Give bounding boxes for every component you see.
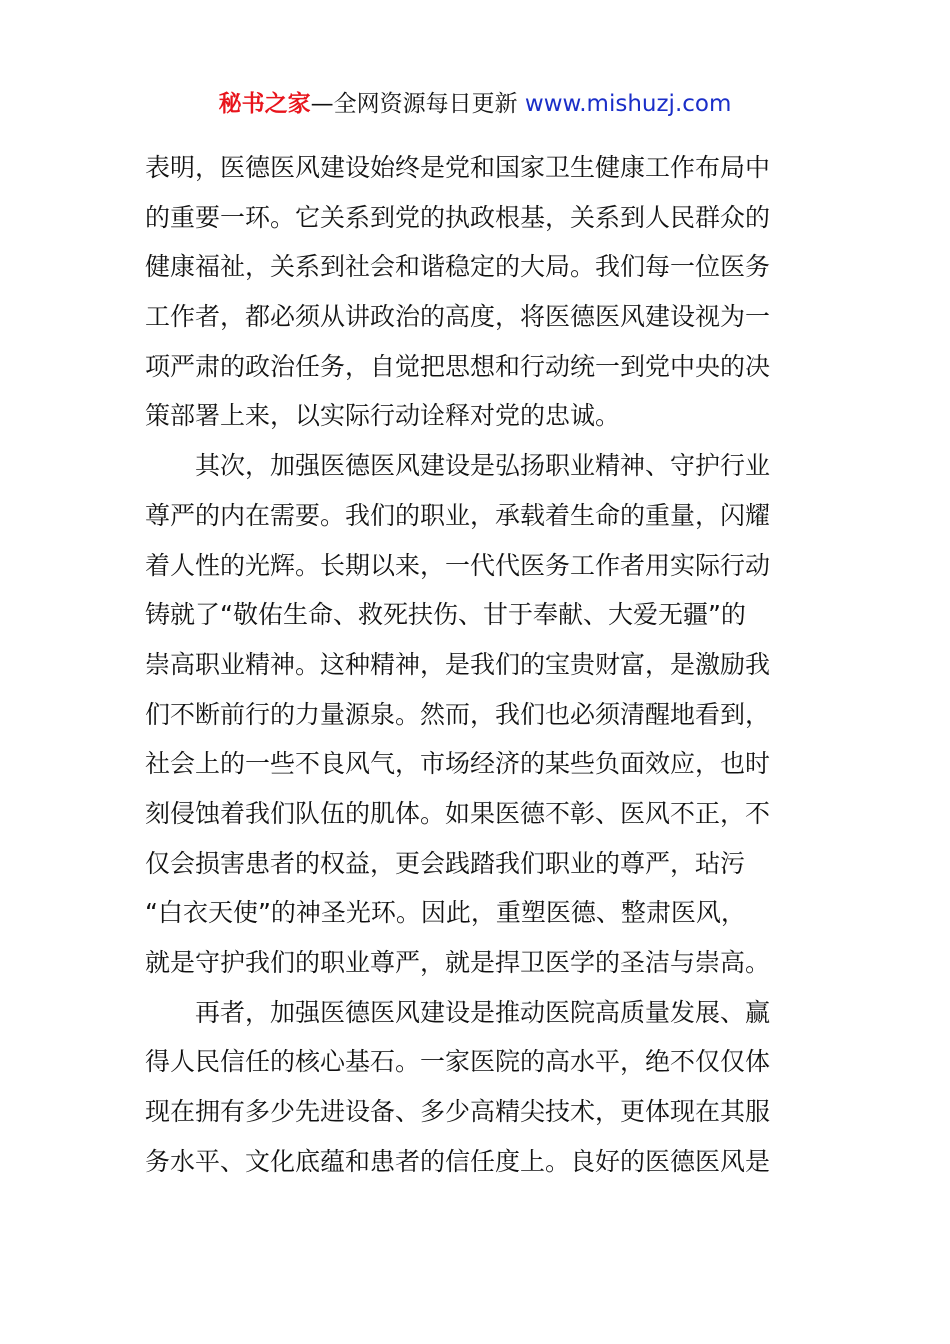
text-line: 社会上的一些不良风气，市场经济的某些负面效应，也时 [145,749,771,779]
text-line: 就是守护我们的职业尊严，就是捍卫医学的圣洁与崇高。 [145,948,771,977]
document-body [145,143,807,1186]
text-line: “白衣天使”的神圣光环。因此，重塑医德、整肃医风， [145,898,746,928]
text-line: 尊严的内在需要。我们的职业，承载着生命的重量，闪耀 [145,500,771,530]
text-line: 们不断前行的力量源泉。然而，我们也必须清醒地看到， [145,699,771,729]
header-tagline: —全网资源每日更新 [310,91,525,117]
text-line: 工作者，都必须从讲政治的高度，将医德医风建设视为一 [145,302,771,332]
brand-name: 秘书之家 [218,91,311,117]
text-line: 表明，医德医风建设始终是党和国家卫生健康工作布局中 [145,153,771,182]
page-header [0,86,950,122]
text-line: 仅会损害患者的权益，更会践踏我们职业的尊严，玷污 [145,848,746,878]
text-line: 崇高职业精神。这种精神，是我们的宝贵财富，是激励我 [145,649,771,679]
text-line: 项严肃的政治任务，自觉把思想和行动统一到党中央的决 [145,351,771,381]
text-line: 现在拥有多少先进设备、多少高精尖技术，更体现在其服 [145,1097,771,1127]
text-line: 铸就了“敬佑生命、救死扶伤、甘于奉献、大爱无疆”的 [145,600,746,630]
text-line: 的重要一环。它关系到党的执政根基，关系到人民群众的 [145,202,771,232]
site-url[interactable]: www.mishuzj.com [524,91,732,117]
paragraph-start-line: 再者，加强医德医风建设是推动医院高质量发展、赢 [195,997,771,1027]
text-line: 务水平、文化底蕴和患者的信任度上。良好的医德医风是 [145,1146,771,1176]
text-line: 得人民信任的核心基石。一家医院的高水平，绝不仅仅体 [145,1047,771,1077]
text-line: 刻侵蚀着我们队伍的肌体。如果医德不彰、医风不正，不 [145,798,771,828]
text-line: 策部署上来，以实际行动诠释对党的忠诚。 [145,401,621,431]
text-line: 着人性的光辉。长期以来，一代代医务工作者用实际行动 [145,550,771,580]
text-line: 健康福祉，关系到社会和谐稳定的大局。我们每一位医务 [145,252,771,282]
paragraph-start-line: 其次，加强医德医风建设是弘扬职业精神、守护行业 [195,451,771,481]
